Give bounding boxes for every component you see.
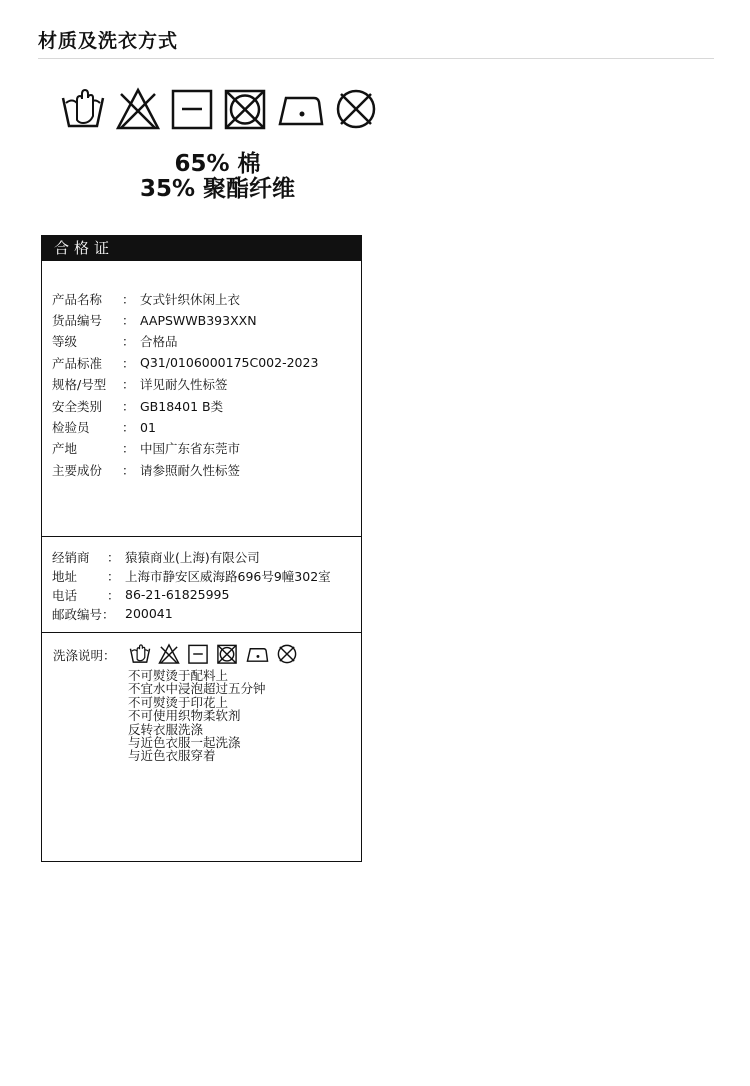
row-label: 等级 (52, 334, 78, 350)
distributor-row (52, 547, 331, 566)
hand-wash-icon (129, 643, 151, 665)
row-separator: ： (122, 420, 135, 436)
row-separator: ： (107, 549, 120, 565)
product-info-section (42, 261, 361, 537)
care-symbols-small (129, 643, 298, 665)
distributor-row (52, 604, 331, 623)
row-label: 产品标准 (52, 355, 103, 371)
info-row (52, 352, 318, 373)
dry-flat-icon (187, 643, 209, 665)
row-value: 01 (140, 419, 156, 435)
row-label: 经销商 (52, 549, 90, 565)
row-label: 地址 (52, 568, 78, 584)
no-tumble-dry-icon (223, 86, 267, 132)
row-separator: ： (122, 441, 135, 457)
hand-wash-icon (60, 86, 106, 132)
info-row (52, 309, 318, 330)
row-label: 邮政编号： (52, 606, 115, 622)
instruction-line: 反转衣服洗涤 (128, 721, 204, 737)
row-label: 规格/号型 (52, 377, 107, 393)
washing-label: 洗涤说明： (53, 648, 116, 663)
info-row (52, 395, 318, 416)
no-bleach-icon (158, 643, 180, 665)
row-separator: ： (122, 313, 135, 329)
row-label: 货品编号 (52, 313, 103, 329)
instruction-line: 不可熨烫于配料上 (128, 668, 229, 683)
page-title: 材质及洗衣方式 (38, 30, 179, 52)
instruction-line: 与近色衣服一起洗涤 (128, 735, 241, 751)
info-row (52, 331, 318, 352)
row-value: 上海市静安区威海路696号9幢302室 (125, 568, 331, 584)
info-row (52, 416, 318, 437)
row-label: 产品名称 (52, 291, 103, 307)
row-label: 检验员 (52, 420, 90, 436)
distributor-row (52, 566, 331, 585)
row-value: Q31/0106000175C002-2023 (140, 355, 319, 371)
row-label: 电话 (52, 587, 78, 603)
row-value: 详见耐久性标签 (140, 377, 228, 393)
info-row (52, 288, 318, 309)
distributor-section (42, 537, 361, 633)
distributor-row (52, 585, 331, 604)
washing-instructions (128, 669, 266, 763)
title-divider (38, 58, 714, 59)
no-dry-clean-icon (333, 86, 379, 132)
row-separator: ： (122, 462, 135, 478)
no-tumble-dry-icon (216, 643, 238, 665)
row-label: 安全类别 (52, 398, 103, 414)
row-value: AAPSWWB393XXN (140, 312, 257, 328)
info-row (52, 459, 318, 480)
composition-line: 35% 聚酯纤维 (139, 176, 296, 202)
instruction-line: 不宜水中浸泡超过五分钟 (128, 681, 266, 697)
low-iron-icon (245, 643, 269, 665)
instruction-line: 与近色衣服穿着 (128, 748, 216, 764)
row-label: 产地 (52, 441, 78, 457)
row-separator: ： (122, 334, 135, 350)
row-value: 86-21-61825995 (125, 587, 230, 602)
row-value: 200041 (125, 606, 173, 621)
row-value: 中国广东省东莞市 (140, 441, 241, 457)
composition-line: 65% 棉 (174, 151, 261, 177)
row-separator: ： (122, 398, 135, 414)
low-iron-icon (276, 86, 324, 132)
row-separator: ： (122, 377, 135, 393)
instruction-line: 不可熨烫于印花上 (128, 694, 229, 710)
row-value: GB18401 B类 (140, 398, 224, 414)
row-value: 女式针织休闲上衣 (140, 291, 241, 307)
dry-flat-icon (170, 86, 214, 132)
fiber-composition (130, 152, 305, 202)
certificate-card (41, 235, 362, 862)
row-value: 请参照耐久性标签 (140, 462, 241, 478)
row-separator: ： (107, 568, 120, 584)
instruction-line: 不可使用织物柔软剂 (128, 708, 241, 724)
row-value: 合格品 (140, 334, 178, 350)
certificate-header: 合格证 (42, 236, 361, 261)
no-bleach-icon (115, 86, 161, 132)
row-separator: ： (107, 587, 120, 603)
info-row (52, 374, 318, 395)
care-symbols-large (60, 84, 379, 134)
no-dry-clean-icon (276, 643, 298, 665)
info-row (52, 438, 318, 459)
row-separator: ： (122, 355, 135, 371)
row-label: 主要成份 (52, 462, 103, 478)
row-value: 猿猿商业(上海)有限公司 (125, 549, 260, 565)
row-separator: ： (122, 291, 135, 307)
